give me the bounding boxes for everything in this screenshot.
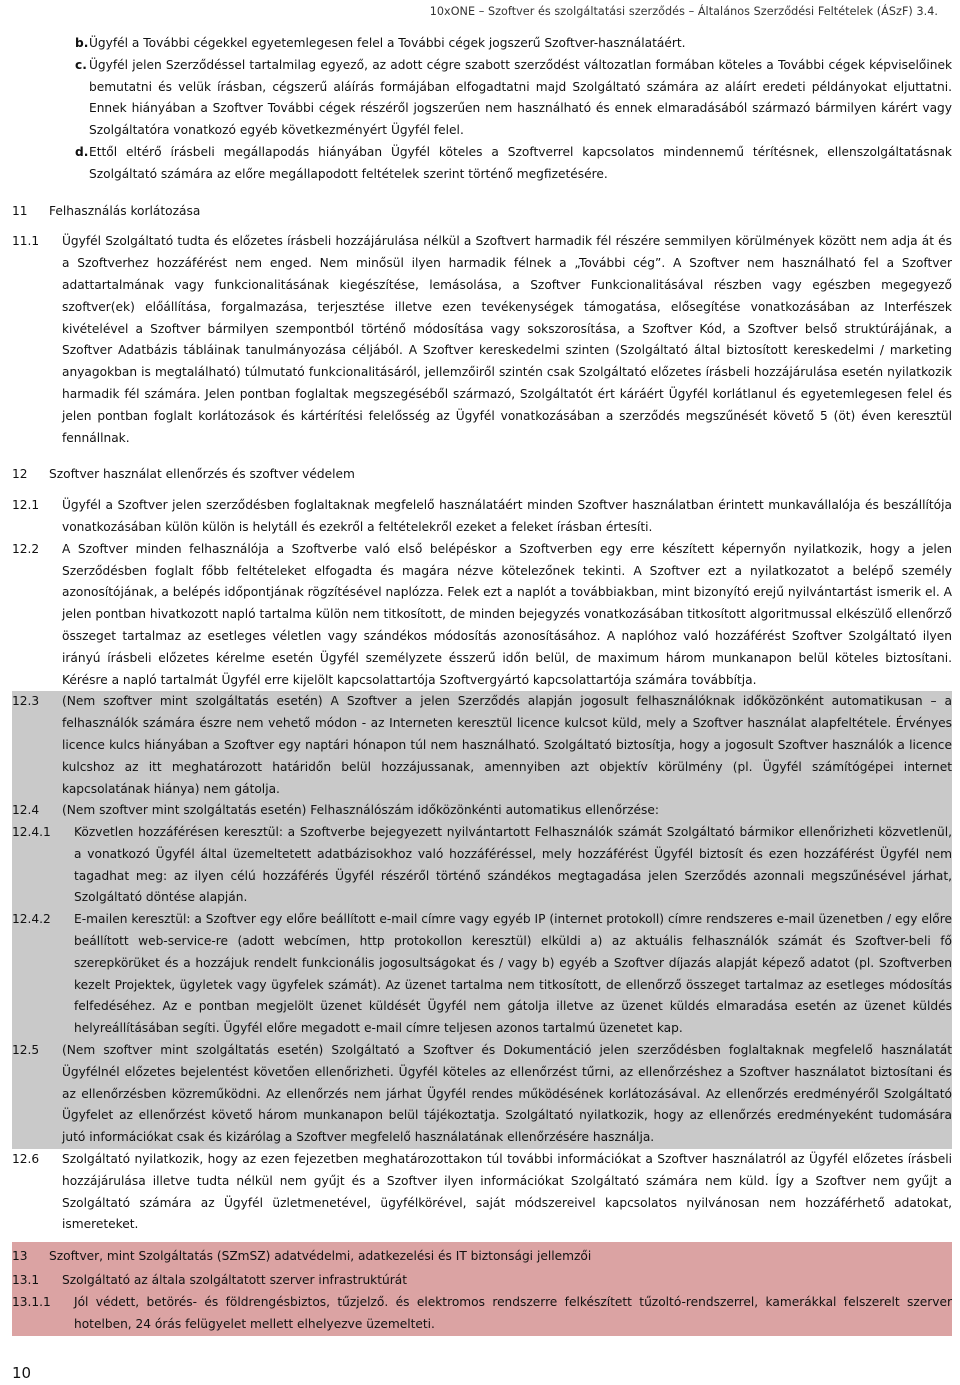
paragraph-number: 11.1 xyxy=(12,234,40,249)
paragraph xyxy=(12,1040,952,1149)
paragraph-text: E-mailen keresztül: a Szoftver egy előre beállított e-mail címre vagy egyéb IP (internet protokoll) címre rendszeres e-mail üzenetben / egy előre beállított web-service-re (adott webcímen, http protokollon keresztül) elküldi a) az aktuális felhasználók számát és Szoftver-beli fő szerepkörüket és a hozzájuk rendelt funkcionális jogosultságokat és / vagy b) egyéb a Szoftver díjazás alapját képező adatot (pl. Szoftverben kezelt Projektek, ügyletek vagy ügyfelek számát). Az üzenet tartalma nem titkosított, de ellenőrző összeget tartalmaz az esetleges módosítás felfedéséhez. Az e pontban megjelölt üzenet küldését Ügyfél nem gátolja illetve az üzenet küldés elmaradása esetén az üzenet küldés helyreállításában segíti. Ügyfél előre megadott e-mail címre teljesen azonos tartalmú üzenetet kap. xyxy=(74,912,952,1036)
document-body xyxy=(12,33,952,1336)
paragraph-text: (Nem szoftver mint szolgáltatás esetén) Felhasználószám időközönkénti automatikus ellenőrzése: xyxy=(62,803,659,818)
highlighted-block xyxy=(12,691,952,1149)
paragraph xyxy=(12,691,952,800)
list-item xyxy=(12,55,952,142)
paragraph xyxy=(12,909,952,1040)
item-label: d. xyxy=(75,144,89,159)
paragraph-number: 12.1 xyxy=(12,498,40,513)
list-item xyxy=(12,142,952,186)
item-text: Ügyfél a További cégekkel egyetemlegesen felel a További cégek jogszerű Szoftver-használatáért. xyxy=(89,36,686,50)
section-number: 12 xyxy=(12,467,28,482)
paragraph xyxy=(12,495,952,539)
section-number: 13 xyxy=(12,1249,28,1264)
paragraph-number: 12.6 xyxy=(12,1152,40,1167)
section-heading xyxy=(12,464,952,486)
paragraph xyxy=(12,539,952,692)
paragraph xyxy=(12,1292,952,1336)
paragraph xyxy=(12,822,952,909)
paragraph-text: Ügyfél a Szoftver jelen szerződésben foglaltaknak megfelelő használatáért minden Szoftver használatban érintett munkavállalója és beszállítója vonatkozásában külön külön is helytáll és ezekről a feltételekről ezeket a feleket írásban értesíti. xyxy=(62,498,952,534)
paragraph-number: 12.3 xyxy=(12,694,40,709)
page-number: 10 xyxy=(12,1364,32,1382)
item-text: Ettől eltérő írásbeli megállapodás hiányában Ügyfél köteles a Szoftverrel kapcsolatos mindennemű térítésnek, ellenszolgáltatásnak Szolgáltató számára az előre megállapodott feltételek szerint történő megfizetésére. xyxy=(89,144,952,181)
paragraph-text: Szolgáltató az általa szolgáltatott szerver infrastruktúrát xyxy=(62,1273,407,1288)
item-label: c. xyxy=(75,57,87,72)
page-header: 10xONE – Szoftver és szolgáltatási szerződés – Általános Szerződési Feltételek (ÁSzF) 3.4. xyxy=(429,5,938,18)
section-heading xyxy=(12,1242,952,1270)
paragraph xyxy=(12,1270,952,1292)
section-title: Felhasználás korlátozása xyxy=(49,203,201,218)
paragraph-text: Jól védett, betörés- és földrengésbiztos, tűzjelző. és elektromos rendszerre felkészített tűzoltó-rendszerrel, kamerákkal felszerelt szerver hotelben, 24 órás felügyelet mellett elhelyezve üzemelteti. xyxy=(74,1295,952,1331)
paragraph xyxy=(12,1149,952,1236)
paragraph-number: 12.4.2 xyxy=(12,912,51,927)
paragraph-number: 12.4.1 xyxy=(12,825,51,840)
section-heading xyxy=(12,201,952,223)
paragraph-text: A Szoftver minden felhasználója a Szoftverbe való első belépéskor a Szoftverben egy erre készített képernyőn nyilatkozik, hogy a jelen Szerződésben foglalt főbb feltételeket elfogadta és magára nézve kötelezőnek tekinti. A Szoftver ezt a nyilatkozatot a belépő személy azonosítójának, a belépés időpontjának rögzítésével naplózza. Felek ezt a naplót a továbbiakban, mint bizonyító erejű nyilvántartást ismerik el. A jelen pontban hivatkozott napló tartalma külön nem titkosított, de minden bejegyzés vonatkozásában titkosított algoritmussal elkészülő ellenőrző összeget tartalmaz az esetleges véletlen vagy szándékos módosítás azonosításához. A naplóhoz való hozzáférést Szoftver Szolgáltató ilyen irányú írásbeli előzetes kérelme esetén Ügyfél személyzete ésszerű időn belül, de maximum három munkanapon belül köteles biztosítani. Kérésre a napló tartalmát Ügyfél erre kijelölt kapcsolattartója Szoftvergyártó kapcsolattartója számára továbbítja. xyxy=(62,541,952,687)
paragraph-text: (Nem szoftver mint szolgáltatás esetén) A Szoftver a jelen Szerződés alapján jogosult felhasználóknak időközönként automatikusan – a felhasználók számára észre nem vehető módon - az Interneten keresztül licence kulcsot küld, mely a Szoftver használat alapfeltétele. Érvényes licence kulcs hiányában a Szoftver egy naptári hónapon túl nem használható. Szolgáltató biztosítja, hogy a jogosult Szoftver használók a licence kulcshoz az itt meghatározott határidőn belül hozzájussanak, amennyiben azt objektív körülmény (pl. Ügyfél számítógépei internet kapcsolatának hiánya) nem gátolja. xyxy=(62,694,952,796)
paragraph-number: 12.5 xyxy=(12,1043,40,1058)
section-title: Szoftver, mint Szolgáltatás (SZmSZ) adatvédelmi, adatkezelési és IT biztonsági jellemzői xyxy=(49,1249,592,1264)
paragraph-number: 12.2 xyxy=(12,541,40,556)
paragraph-number: 13.1.1 xyxy=(12,1295,51,1310)
paragraph-text: Közvetlen hozzáférésen keresztül: a Szoftverbe bejegyezett nyilvántartott Felhasználók számát Szolgáltató bármikor ellenőrizheti közvetlenül, a vonatkozó Ügyfél által üzemeltetett adatbázisokhoz való hozzáféréssel, mely hozzáférést Ügyfél biztosít és ezen hozzáférést Ügyfél nem tagadhat meg: az ilyen célú hozzáférés Ügyfél részéről történő szándékos megtagadása jelen Szerződés azonnali megszűnésével járhat, Szolgáltató döntése alapján. xyxy=(74,825,952,905)
paragraph-text: Ügyfél Szolgáltató tudta és előzetes írásbeli hozzájárulása nélkül a Szoftvert harmadik fél részére semmilyen körülmények között nem adja át és a Szoftverhez hozzáférést nem enged. Nem minősül ilyen harmadik félnek a „További cég”. A Szoftver nem használható fel a Szoftver adattartalmának vagy funkcionalitásának kiegészítése, lemásolása, a Szoftver Funkcionalitásával részben vagy egészben megegyező szoftver(ek) előállítása, forgalmazása, terjesztése illetve ezen tevékenységek támogatása, elősegítése vonatkozásában az Interfészek kivételével a Szoftver bármilyen szempontból történő módosítása vagy sokszorosítása, a Szoftver Kód, a Szoftver belső struktúrájának, a Szoftver Adatbázis tábláinak tanulmányozása céljából. A Szoftver kereskedelmi szinten (Szolgáltató által biztosított kereskedelmi / marketing anyagokban is megtalálható) túlmutató funkcionalitásáról, jellemzőiről szintén csak Szolgáltató előzetes írásbeli hozzájárulása esetén nyilatkozik harmadik fél számára. Jelen pontban foglaltak megszegéséből származó, Szolgáltatót ért káráért Ügyfél korlátlanul és egyetemlegesen felel és jelen pontban foglalt korlátozások és kártérítési felelősség az Ügyfél vonatkozásában a szerződés megszűnését követő 5 (öt) éven keresztül fennállnak. xyxy=(62,234,952,445)
paragraph-text: (Nem szoftver mint szolgáltatás esetén) Szolgáltató a Szoftver és Dokumentáció jelen szerződésben foglaltaknak megfelelő használatát Ügyfélnél előzetes bejelentést követően ellenőrizheti. Ügyfél köteles az ellenőrzést tűrni, az ellenőrzéshez a Szoftver használatot biztosítani és az ellenőrzésben közreműködni. Az ellenőrzés nem járhat Ügyfél rendes működésének korlátozásával. Az ellenőrzés eredményéről Szolgáltató Ügyfelet az ellenőrzést követő három munkanapon belül tájékoztatja. Szolgáltató nyilatkozik, hogy az ellenőrzés eredményeként tudomására jutó információkat csak és kizárólag a Szoftver megfelelő használatának ellenőrzésére használja. xyxy=(62,1043,952,1145)
item-text: Ügyfél jelen Szerződéssel tartalmilag egyező, az adott cégre szabott szerződést változatlan formában köteles a További cégek képviselőinek bemutatni és velük írásban, cégszerű aláírás formájában elfogadtatni majd Szolgáltató számára az aláírt eredeti példányokat eljuttatni. Ennek hiányában a Szoftver További cégek részéről jogszerűen nem használható és ennek elmaradásából származó bármilyen kárért vagy Szolgáltatóra vonatkozó egyéb következményért Ügyfél felel. xyxy=(89,57,952,138)
paragraph xyxy=(12,231,952,449)
paragraph-text: Szolgáltató nyilatkozik, hogy az ezen fejezetben meghatározottakon túl további információkat a Szoftver használatról az Ügyfél előzetes írásbeli hozzájárulása illetve tudta nélkül nem gyűjt és a Szoftver ilyen információkat Szolgáltató számára nem küld. Így a Szoftver nem gyűjt a Szolgáltató számára az Ügyfél üzletmenetével, ügyfélkörével, saját módszereivel kapcsolatos nyilvánosan nem hozzáférhető adatokat, ismereteket. xyxy=(62,1152,952,1232)
list-item xyxy=(12,33,952,55)
item-label: b. xyxy=(75,36,89,50)
paragraph-number: 12.4 xyxy=(12,803,40,818)
section-title: Szoftver használat ellenőrzés és szoftver védelem xyxy=(49,467,355,482)
section-number: 11 xyxy=(12,203,28,218)
highlighted-block xyxy=(12,1242,952,1335)
paragraph-number: 13.1 xyxy=(12,1273,40,1288)
paragraph xyxy=(12,800,952,822)
